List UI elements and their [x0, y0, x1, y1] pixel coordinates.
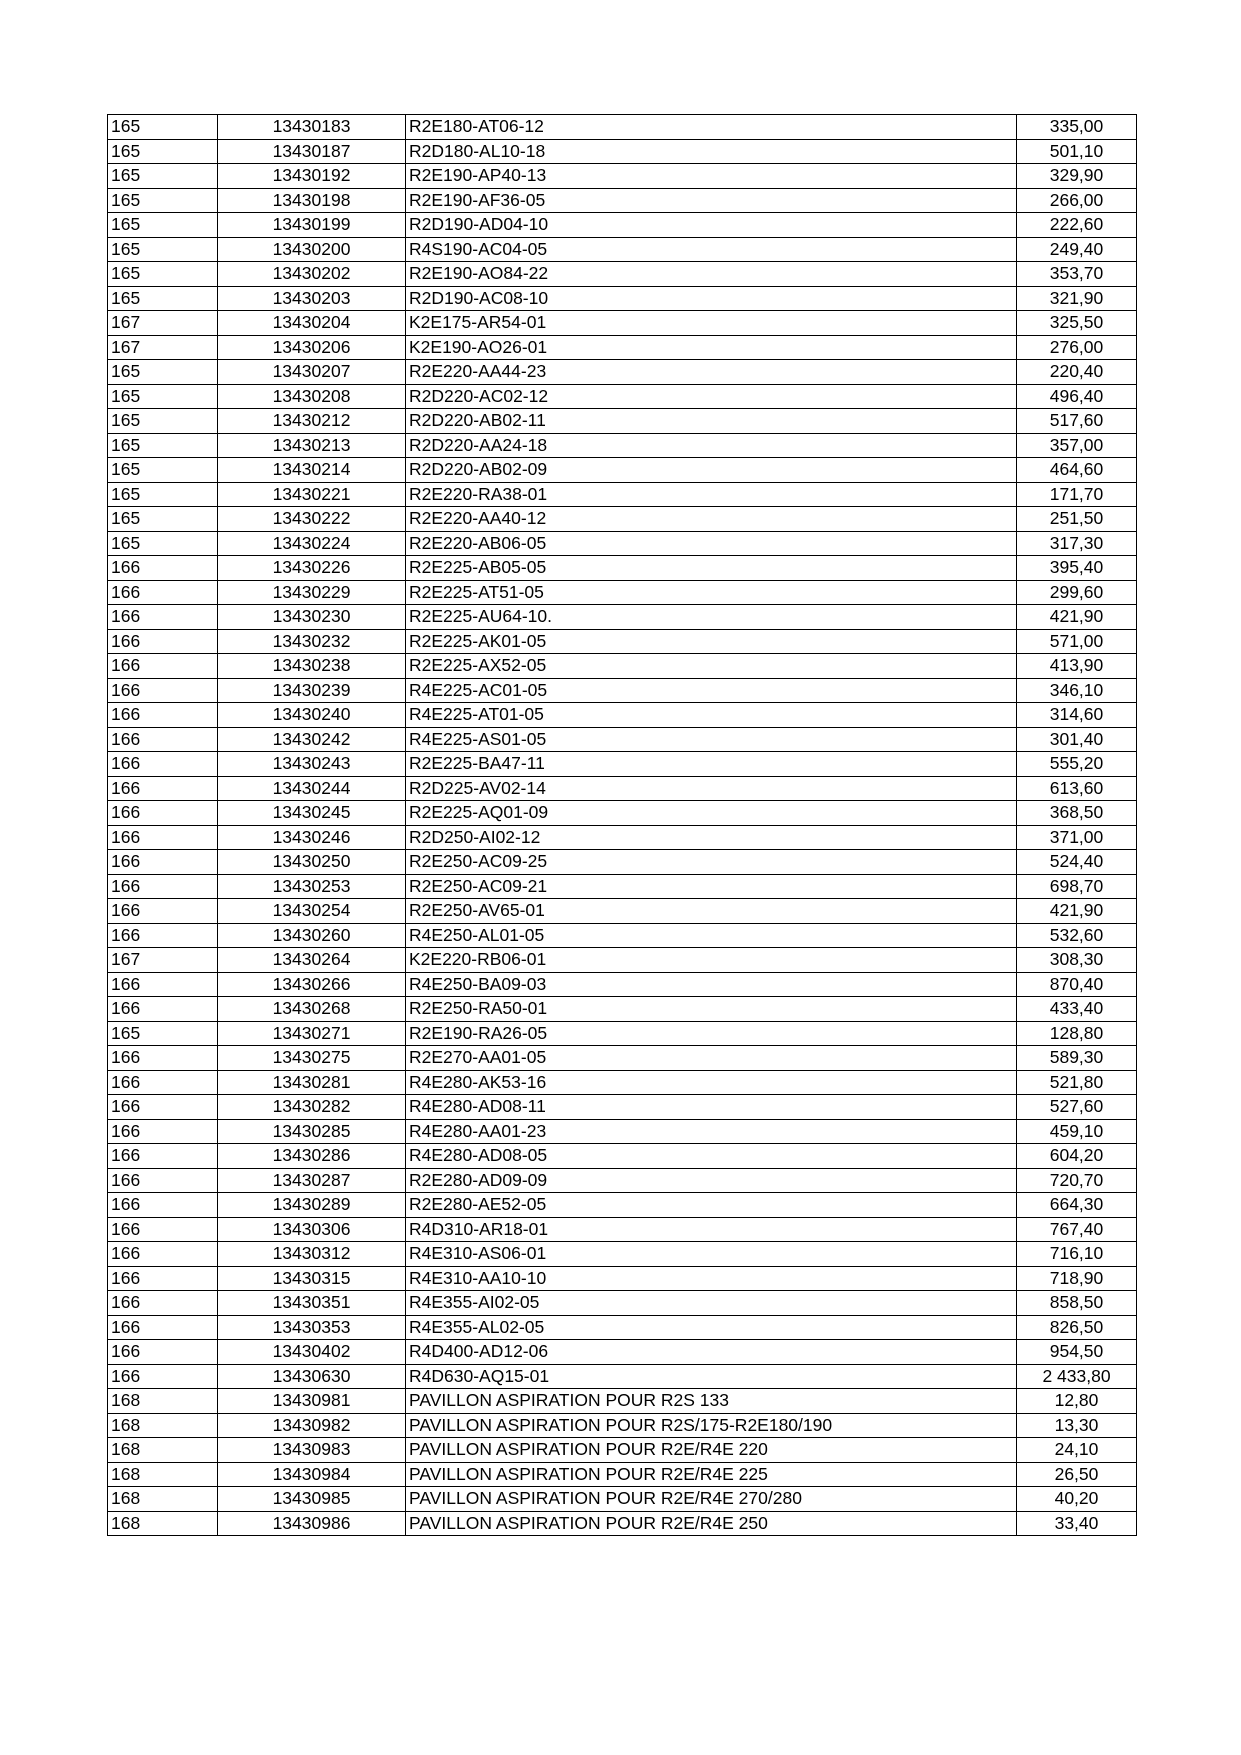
- page-number-cell: 166: [108, 727, 218, 752]
- product-code-cell: 13430351: [218, 1291, 406, 1316]
- table-row: [108, 1119, 1137, 1144]
- reference-cell: R2E180-AT06-12: [406, 115, 1017, 140]
- table-row: [108, 1315, 1137, 1340]
- table-row: [108, 703, 1137, 728]
- price-cell: 421,90: [1017, 605, 1137, 630]
- table-row: [108, 874, 1137, 899]
- product-code-cell: 13430353: [218, 1315, 406, 1340]
- product-code-cell: 13430282: [218, 1095, 406, 1120]
- page-number-cell: 165: [108, 507, 218, 532]
- page-number-cell: 165: [108, 433, 218, 458]
- product-code-cell: 13430986: [218, 1511, 406, 1536]
- price-cell: 524,40: [1017, 850, 1137, 875]
- reference-cell: R4D630-AQ15-01: [406, 1364, 1017, 1389]
- price-cell: 40,20: [1017, 1487, 1137, 1512]
- reference-cell: K2E175-AR54-01: [406, 311, 1017, 336]
- table-row: [108, 507, 1137, 532]
- price-cell: 395,40: [1017, 556, 1137, 581]
- page-number-cell: 166: [108, 1119, 218, 1144]
- price-cell: 716,10: [1017, 1242, 1137, 1267]
- page-number-cell: 167: [108, 335, 218, 360]
- reference-cell: R2D220-AA24-18: [406, 433, 1017, 458]
- reference-cell: R2E250-AC09-21: [406, 874, 1017, 899]
- product-code-cell: 13430244: [218, 776, 406, 801]
- price-cell: 353,70: [1017, 262, 1137, 287]
- reference-cell: K2E220-RB06-01: [406, 948, 1017, 973]
- price-cell: 321,90: [1017, 286, 1137, 311]
- reference-cell: R4E225-AT01-05: [406, 703, 1017, 728]
- table-row: [108, 409, 1137, 434]
- price-cell: 251,50: [1017, 507, 1137, 532]
- page-number-cell: 165: [108, 237, 218, 262]
- reference-cell: PAVILLON ASPIRATION POUR R2S/175-R2E180/190: [406, 1413, 1017, 1438]
- page-number-cell: 165: [108, 262, 218, 287]
- product-code-cell: 13430402: [218, 1340, 406, 1365]
- price-cell: 171,70: [1017, 482, 1137, 507]
- reference-cell: R2E220-AA40-12: [406, 507, 1017, 532]
- price-cell: 870,40: [1017, 972, 1137, 997]
- table-row: [108, 1144, 1137, 1169]
- table-row: [108, 629, 1137, 654]
- product-code-cell: 13430982: [218, 1413, 406, 1438]
- table-row: [108, 1070, 1137, 1095]
- price-cell: 12,80: [1017, 1389, 1137, 1414]
- product-code-cell: 13430232: [218, 629, 406, 654]
- product-code-cell: 13430207: [218, 360, 406, 385]
- page-number-cell: 166: [108, 825, 218, 850]
- reference-cell: R4E280-AD08-11: [406, 1095, 1017, 1120]
- product-code-cell: 13430226: [218, 556, 406, 581]
- table-row: [108, 605, 1137, 630]
- table-row: [108, 948, 1137, 973]
- table-row: [108, 335, 1137, 360]
- table-row: [108, 801, 1137, 826]
- price-cell: 249,40: [1017, 237, 1137, 262]
- reference-cell: R4E225-AS01-05: [406, 727, 1017, 752]
- product-code-cell: 13430240: [218, 703, 406, 728]
- price-cell: 317,30: [1017, 531, 1137, 556]
- product-code-cell: 13430630: [218, 1364, 406, 1389]
- page-number-cell: 166: [108, 654, 218, 679]
- reference-cell: R2D220-AB02-11: [406, 409, 1017, 434]
- reference-cell: R2E250-RA50-01: [406, 997, 1017, 1022]
- page-number-cell: 166: [108, 703, 218, 728]
- product-code-cell: 13430222: [218, 507, 406, 532]
- table-row: [108, 213, 1137, 238]
- price-cell: 368,50: [1017, 801, 1137, 826]
- page-number-cell: 166: [108, 1340, 218, 1365]
- page-number-cell: 165: [108, 409, 218, 434]
- product-code-cell: 13430192: [218, 164, 406, 189]
- reference-cell: PAVILLON ASPIRATION POUR R2E/R4E 250: [406, 1511, 1017, 1536]
- reference-cell: R2E280-AD09-09: [406, 1168, 1017, 1193]
- table-row: [108, 1389, 1137, 1414]
- page-number-cell: 168: [108, 1462, 218, 1487]
- product-code-cell: 13430285: [218, 1119, 406, 1144]
- table-row: [108, 1462, 1137, 1487]
- table-row: [108, 1095, 1137, 1120]
- product-code-cell: 13430268: [218, 997, 406, 1022]
- table-row: [108, 115, 1137, 140]
- table-row: [108, 384, 1137, 409]
- reference-cell: PAVILLON ASPIRATION POUR R2E/R4E 220: [406, 1438, 1017, 1463]
- product-code-cell: 13430254: [218, 899, 406, 924]
- product-code-cell: 13430202: [218, 262, 406, 287]
- product-code-cell: 13430984: [218, 1462, 406, 1487]
- reference-cell: R2E225-AB05-05: [406, 556, 1017, 581]
- page-number-cell: 166: [108, 678, 218, 703]
- product-code-cell: 13430200: [218, 237, 406, 262]
- table-row: [108, 1168, 1137, 1193]
- table-row: [108, 237, 1137, 262]
- page-number-cell: 166: [108, 1144, 218, 1169]
- price-cell: 335,00: [1017, 115, 1137, 140]
- reference-cell: R2E190-AF36-05: [406, 188, 1017, 213]
- table-row: [108, 164, 1137, 189]
- price-cell: 517,60: [1017, 409, 1137, 434]
- reference-cell: R2E190-RA26-05: [406, 1021, 1017, 1046]
- page-number-cell: 166: [108, 752, 218, 777]
- page-number-cell: 166: [108, 1046, 218, 1071]
- table-row: [108, 1242, 1137, 1267]
- table-row: [108, 360, 1137, 385]
- price-cell: 329,90: [1017, 164, 1137, 189]
- reference-cell: R2E280-AE52-05: [406, 1193, 1017, 1218]
- reference-cell: K2E190-AO26-01: [406, 335, 1017, 360]
- price-cell: 532,60: [1017, 923, 1137, 948]
- product-code-cell: 13430199: [218, 213, 406, 238]
- product-code-cell: 13430981: [218, 1389, 406, 1414]
- price-cell: 555,20: [1017, 752, 1137, 777]
- table-row: [108, 188, 1137, 213]
- reference-cell: R2D180-AL10-18: [406, 139, 1017, 164]
- product-code-cell: 13430260: [218, 923, 406, 948]
- reference-cell: R2E250-AV65-01: [406, 899, 1017, 924]
- reference-cell: R4E310-AA10-10: [406, 1266, 1017, 1291]
- price-cell: 718,90: [1017, 1266, 1137, 1291]
- reference-cell: R2E225-AQ01-09: [406, 801, 1017, 826]
- reference-cell: R4E225-AC01-05: [406, 678, 1017, 703]
- table-row: [108, 972, 1137, 997]
- reference-cell: R2E225-AK01-05: [406, 629, 1017, 654]
- page-number-cell: 166: [108, 1291, 218, 1316]
- product-code-cell: 13430198: [218, 188, 406, 213]
- table-row: [108, 531, 1137, 556]
- price-cell: 24,10: [1017, 1438, 1137, 1463]
- table-row: [108, 997, 1137, 1022]
- price-cell: 220,40: [1017, 360, 1137, 385]
- page-number-cell: 165: [108, 384, 218, 409]
- price-cell: 698,70: [1017, 874, 1137, 899]
- product-code-cell: 13430281: [218, 1070, 406, 1095]
- page-number-cell: 165: [108, 164, 218, 189]
- product-code-cell: 13430983: [218, 1438, 406, 1463]
- table-row: [108, 1364, 1137, 1389]
- table-row: [108, 654, 1137, 679]
- price-cell: 276,00: [1017, 335, 1137, 360]
- product-code-cell: 13430183: [218, 115, 406, 140]
- table-row: [108, 458, 1137, 483]
- page-number-cell: 166: [108, 899, 218, 924]
- page-number-cell: 165: [108, 531, 218, 556]
- page-number-cell: 168: [108, 1413, 218, 1438]
- reference-cell: R2D220-AC02-12: [406, 384, 1017, 409]
- table-row: [108, 825, 1137, 850]
- price-cell: 26,50: [1017, 1462, 1137, 1487]
- price-cell: 459,10: [1017, 1119, 1137, 1144]
- reference-cell: R4S190-AC04-05: [406, 237, 1017, 262]
- table-row: [108, 850, 1137, 875]
- table-row: [108, 1413, 1137, 1438]
- reference-cell: R2E225-BA47-11: [406, 752, 1017, 777]
- product-code-cell: 13430287: [218, 1168, 406, 1193]
- reference-cell: R4E250-AL01-05: [406, 923, 1017, 948]
- reference-cell: R2D225-AV02-14: [406, 776, 1017, 801]
- price-cell: 325,50: [1017, 311, 1137, 336]
- reference-cell: R2E225-AT51-05: [406, 580, 1017, 605]
- price-cell: 128,80: [1017, 1021, 1137, 1046]
- table-row: [108, 1511, 1137, 1536]
- table-row: [108, 1021, 1137, 1046]
- reference-cell: R4E280-AA01-23: [406, 1119, 1017, 1144]
- price-cell: 589,30: [1017, 1046, 1137, 1071]
- price-cell: 314,60: [1017, 703, 1137, 728]
- reference-cell: R2E225-AX52-05: [406, 654, 1017, 679]
- price-cell: 433,40: [1017, 997, 1137, 1022]
- product-code-cell: 13430238: [218, 654, 406, 679]
- table-row: [108, 1046, 1137, 1071]
- price-cell: 767,40: [1017, 1217, 1137, 1242]
- product-code-cell: 13430206: [218, 335, 406, 360]
- page-number-cell: 165: [108, 286, 218, 311]
- page-number-cell: 167: [108, 311, 218, 336]
- page-number-cell: 166: [108, 1242, 218, 1267]
- page-number-cell: 166: [108, 801, 218, 826]
- page-number-cell: 166: [108, 997, 218, 1022]
- reference-cell: R4E355-AL02-05: [406, 1315, 1017, 1340]
- page-number-cell: 165: [108, 458, 218, 483]
- page-number-cell: 166: [108, 923, 218, 948]
- price-cell: 413,90: [1017, 654, 1137, 679]
- price-cell: 266,00: [1017, 188, 1137, 213]
- product-code-cell: 13430250: [218, 850, 406, 875]
- page-number-cell: 166: [108, 776, 218, 801]
- table-row: [108, 923, 1137, 948]
- table-row: [108, 1291, 1137, 1316]
- price-cell: 826,50: [1017, 1315, 1137, 1340]
- reference-cell: PAVILLON ASPIRATION POUR R2S 133: [406, 1389, 1017, 1414]
- page-number-cell: 165: [108, 188, 218, 213]
- page-number-cell: 167: [108, 948, 218, 973]
- product-code-cell: 13430229: [218, 580, 406, 605]
- price-cell: 33,40: [1017, 1511, 1137, 1536]
- table-row: [108, 580, 1137, 605]
- page-number-cell: 166: [108, 1364, 218, 1389]
- reference-cell: R2E220-AA44-23: [406, 360, 1017, 385]
- reference-cell: PAVILLON ASPIRATION POUR R2E/R4E 225: [406, 1462, 1017, 1487]
- page-number-cell: 165: [108, 139, 218, 164]
- page-number-cell: 165: [108, 1021, 218, 1046]
- price-cell: 664,30: [1017, 1193, 1137, 1218]
- reference-cell: R2E270-AA01-05: [406, 1046, 1017, 1071]
- product-code-cell: 13430213: [218, 433, 406, 458]
- page-number-cell: 165: [108, 482, 218, 507]
- price-cell: 299,60: [1017, 580, 1137, 605]
- price-cell: 720,70: [1017, 1168, 1137, 1193]
- page-number-cell: 166: [108, 1070, 218, 1095]
- table-row: [108, 752, 1137, 777]
- reference-cell: R4D400-AD12-06: [406, 1340, 1017, 1365]
- price-cell: 13,30: [1017, 1413, 1137, 1438]
- product-code-cell: 13430242: [218, 727, 406, 752]
- page-number-cell: 168: [108, 1438, 218, 1463]
- product-code-cell: 13430204: [218, 311, 406, 336]
- reference-cell: R2E250-AC09-25: [406, 850, 1017, 875]
- table-row: [108, 1340, 1137, 1365]
- product-code-cell: 13430230: [218, 605, 406, 630]
- product-code-cell: 13430187: [218, 139, 406, 164]
- product-code-cell: 13430264: [218, 948, 406, 973]
- product-code-cell: 13430246: [218, 825, 406, 850]
- price-cell: 501,10: [1017, 139, 1137, 164]
- reference-cell: PAVILLON ASPIRATION POUR R2E/R4E 270/280: [406, 1487, 1017, 1512]
- page-number-cell: 166: [108, 1217, 218, 1242]
- page-number-cell: 166: [108, 1168, 218, 1193]
- table-row: [108, 556, 1137, 581]
- table-row: [108, 899, 1137, 924]
- product-code-cell: 13430266: [218, 972, 406, 997]
- price-list-body: [108, 115, 1137, 1536]
- product-code-cell: 13430271: [218, 1021, 406, 1046]
- table-row: [108, 1266, 1137, 1291]
- reference-cell: R4E280-AK53-16: [406, 1070, 1017, 1095]
- table-row: [108, 1217, 1137, 1242]
- page-number-cell: 166: [108, 1315, 218, 1340]
- product-code-cell: 13430221: [218, 482, 406, 507]
- price-cell: 464,60: [1017, 458, 1137, 483]
- table-row: [108, 139, 1137, 164]
- product-code-cell: 13430315: [218, 1266, 406, 1291]
- table-row: [108, 482, 1137, 507]
- reference-cell: R4E355-AI02-05: [406, 1291, 1017, 1316]
- product-code-cell: 13430985: [218, 1487, 406, 1512]
- reference-cell: R2D190-AD04-10: [406, 213, 1017, 238]
- page-number-cell: 166: [108, 1193, 218, 1218]
- price-cell: 301,40: [1017, 727, 1137, 752]
- reference-cell: R2E220-AB06-05: [406, 531, 1017, 556]
- price-cell: 308,30: [1017, 948, 1137, 973]
- reference-cell: R2E220-RA38-01: [406, 482, 1017, 507]
- price-cell: 496,40: [1017, 384, 1137, 409]
- product-code-cell: 13430212: [218, 409, 406, 434]
- product-code-cell: 13430275: [218, 1046, 406, 1071]
- price-cell: 371,00: [1017, 825, 1137, 850]
- product-code-cell: 13430208: [218, 384, 406, 409]
- page-number-cell: 166: [108, 605, 218, 630]
- reference-cell: R2E190-AP40-13: [406, 164, 1017, 189]
- table-row: [108, 311, 1137, 336]
- product-code-cell: 13430224: [218, 531, 406, 556]
- price-cell: 521,80: [1017, 1070, 1137, 1095]
- page-number-cell: 166: [108, 556, 218, 581]
- page-number-cell: 166: [108, 1266, 218, 1291]
- price-cell: 2 433,80: [1017, 1364, 1137, 1389]
- page-number-cell: 165: [108, 360, 218, 385]
- product-code-cell: 13430243: [218, 752, 406, 777]
- reference-cell: R2D250-AI02-12: [406, 825, 1017, 850]
- table-row: [108, 1193, 1137, 1218]
- reference-cell: R4E280-AD08-05: [406, 1144, 1017, 1169]
- table-row: [108, 433, 1137, 458]
- table-row: [108, 1487, 1137, 1512]
- price-cell: 604,20: [1017, 1144, 1137, 1169]
- product-code-cell: 13430306: [218, 1217, 406, 1242]
- product-code-cell: 13430239: [218, 678, 406, 703]
- price-cell: 346,10: [1017, 678, 1137, 703]
- reference-cell: R4D310-AR18-01: [406, 1217, 1017, 1242]
- product-code-cell: 13430312: [218, 1242, 406, 1267]
- page-number-cell: 168: [108, 1511, 218, 1536]
- reference-cell: R2D220-AB02-09: [406, 458, 1017, 483]
- page-number-cell: 166: [108, 1095, 218, 1120]
- page-number-cell: 166: [108, 580, 218, 605]
- product-code-cell: 13430245: [218, 801, 406, 826]
- page-number-cell: 168: [108, 1487, 218, 1512]
- table-row: [108, 286, 1137, 311]
- page-number-cell: 166: [108, 972, 218, 997]
- page-number-cell: 166: [108, 874, 218, 899]
- price-list-table: [107, 114, 1137, 1536]
- table-row: [108, 727, 1137, 752]
- price-cell: 357,00: [1017, 433, 1137, 458]
- table-row: [108, 1438, 1137, 1463]
- table-row: [108, 776, 1137, 801]
- price-cell: 613,60: [1017, 776, 1137, 801]
- page-number-cell: 165: [108, 115, 218, 140]
- product-code-cell: 13430203: [218, 286, 406, 311]
- price-cell: 421,90: [1017, 899, 1137, 924]
- reference-cell: R2D190-AC08-10: [406, 286, 1017, 311]
- product-code-cell: 13430286: [218, 1144, 406, 1169]
- price-cell: 858,50: [1017, 1291, 1137, 1316]
- product-code-cell: 13430214: [218, 458, 406, 483]
- table-row: [108, 262, 1137, 287]
- price-cell: 222,60: [1017, 213, 1137, 238]
- reference-cell: R4E310-AS06-01: [406, 1242, 1017, 1267]
- page-number-cell: 168: [108, 1389, 218, 1414]
- price-cell: 527,60: [1017, 1095, 1137, 1120]
- page-number-cell: 166: [108, 850, 218, 875]
- price-cell: 954,50: [1017, 1340, 1137, 1365]
- reference-cell: R2E225-AU64-10.: [406, 605, 1017, 630]
- price-cell: 571,00: [1017, 629, 1137, 654]
- table-row: [108, 678, 1137, 703]
- product-code-cell: 13430289: [218, 1193, 406, 1218]
- reference-cell: R4E250-BA09-03: [406, 972, 1017, 997]
- product-code-cell: 13430253: [218, 874, 406, 899]
- page-number-cell: 165: [108, 213, 218, 238]
- page-number-cell: 166: [108, 629, 218, 654]
- reference-cell: R2E190-AO84-22: [406, 262, 1017, 287]
